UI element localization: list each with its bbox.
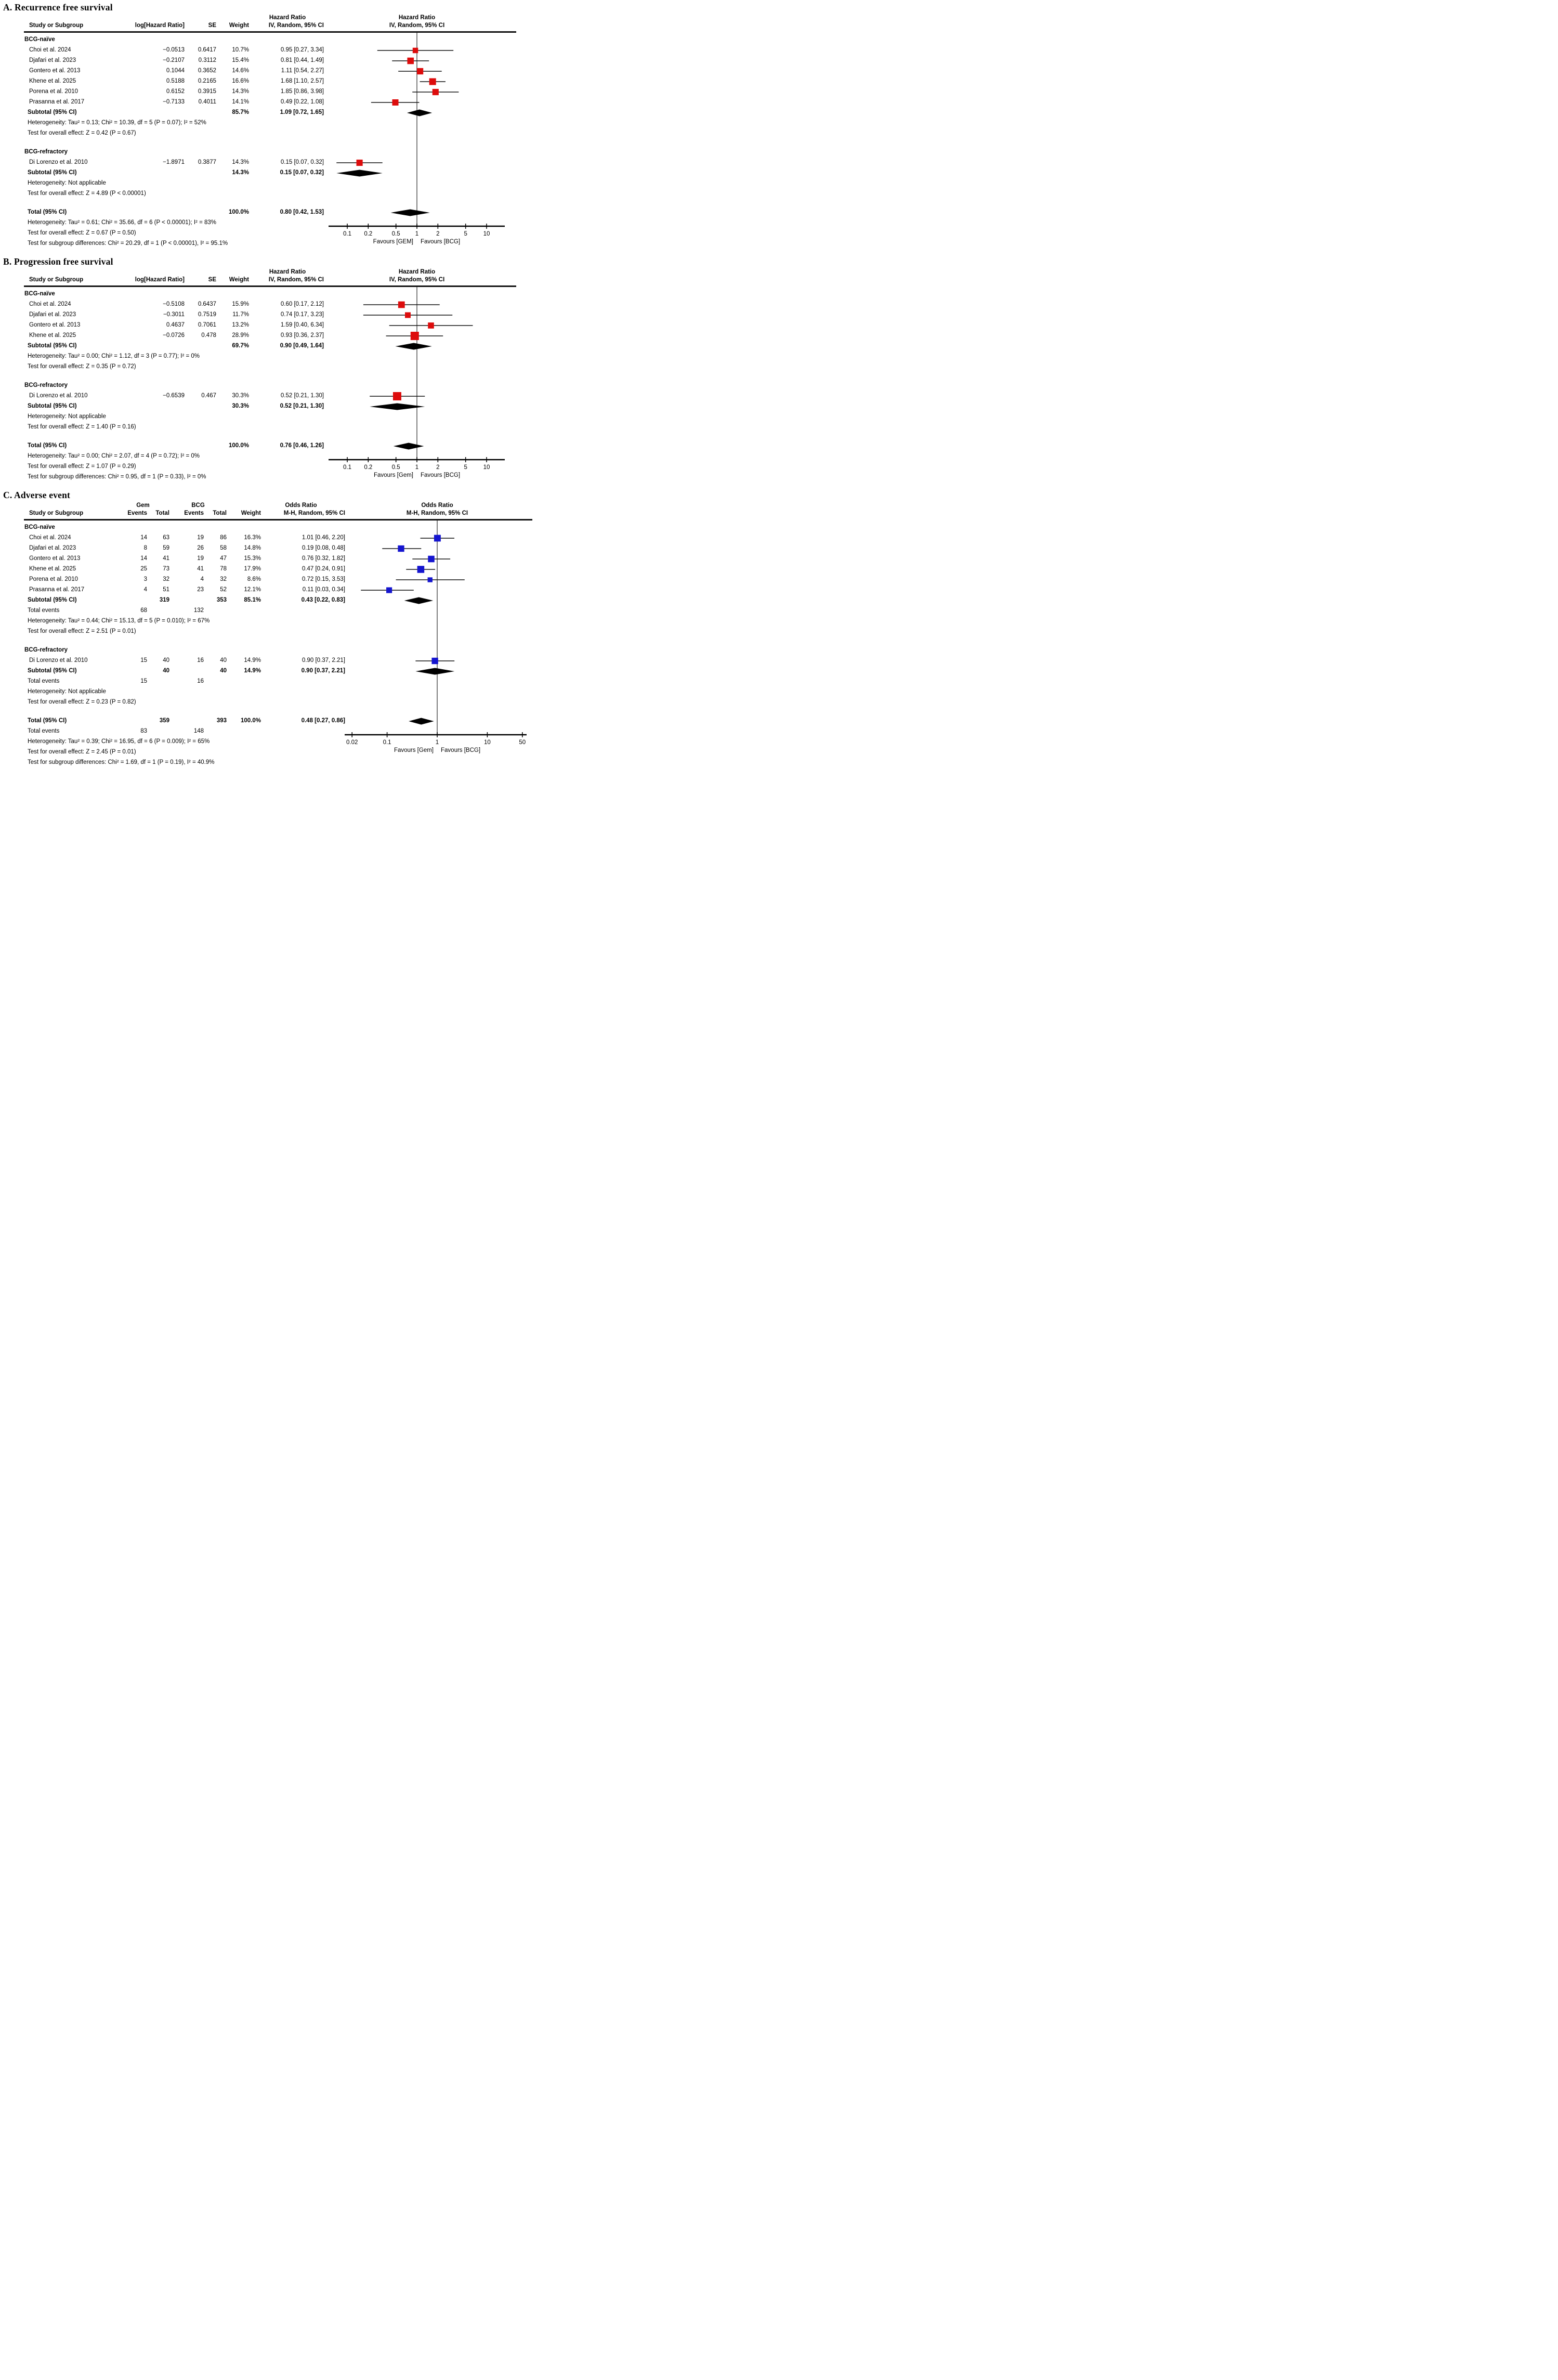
stat-text: Heterogeneity: Tau² = 0.13; Chi² = 10.39, df = 5 (P = 0.07); I² = 52% [28, 120, 206, 126]
cell-value: 40 [163, 668, 169, 674]
stat-text: Test for subgroup differences: Chi² = 20.29, df = 1 (P < 0.00001), I² = 95.1% [28, 240, 228, 246]
col-header: Events [184, 510, 204, 516]
ci-text: 0.93 [0.36, 2.37] [280, 332, 324, 339]
axis-tick-label: 50 [519, 739, 526, 746]
pooled-diamond [409, 718, 434, 725]
stat-text: Test for overall effect: Z = 0.67 (P = 0.50) [28, 230, 136, 236]
cell-value: 16.6% [232, 78, 249, 84]
stat-text: Heterogeneity: Tau² = 0.00; Chi² = 1.12, df = 3 (P = 0.77); I² = 0% [28, 353, 200, 359]
cell-value: 78 [220, 566, 227, 572]
cell-value: 19 [197, 555, 204, 562]
cell-value: 100.0% [228, 209, 249, 215]
ci-text: 0.15 [0.07, 0.32] [280, 159, 324, 165]
cell-value: 23 [197, 587, 204, 593]
cell-value: 353 [216, 597, 227, 603]
panel-progression-free-survival [1, 256, 539, 485]
ci-text: 1.09 [0.72, 1.65] [280, 109, 324, 115]
forest-svg [1, 14, 536, 251]
effect-square [392, 99, 398, 106]
cell-value: 0.478 [201, 332, 216, 339]
subtotal-label: Subtotal (95% CI) [28, 668, 77, 674]
ci-text: 0.19 [0.08, 0.48] [302, 545, 345, 551]
stat-text: Test for subgroup differences: Chi² = 1.69, df = 1 (P = 0.19), I² = 40.9% [28, 759, 215, 765]
cell-value: 40 [220, 668, 227, 674]
ci-text: 0.81 [0.44, 1.49] [280, 57, 324, 63]
cell-value: 0.7061 [198, 322, 216, 328]
axis-tick-label: 5 [464, 464, 467, 471]
axis-tick-label: 2 [436, 231, 440, 237]
cell-value: 8 [143, 545, 147, 551]
axis-tick-label: 0.2 [364, 464, 373, 471]
cell-value: 13.2% [232, 322, 249, 328]
axis-tick-label: 0.5 [391, 464, 400, 471]
subgroup-label: BCG-naïve [24, 524, 55, 530]
study-col-header: Study or Subgroup [29, 277, 84, 283]
cell-value: 0.4011 [198, 99, 216, 105]
study-label: Prasanna et al. 2017 [29, 99, 85, 105]
study-label: Porena et al. 2010 [29, 88, 78, 95]
forest-plot-figure [1, 2, 539, 770]
cell-value: 40 [220, 657, 227, 664]
ci-text: 0.48 [0.27, 0.86] [301, 718, 345, 724]
cell-value: 85.1% [244, 597, 261, 603]
header-underline [24, 285, 516, 287]
total-label: Total (95% CI) [28, 718, 67, 724]
study-label: Choi et al. 2024 [29, 47, 71, 53]
favours-right-label: Favours [BCG] [421, 239, 461, 245]
cell-value: 359 [159, 718, 169, 724]
cell-value: 52 [220, 587, 227, 593]
cell-value: 4 [143, 587, 147, 593]
ci-text: 0.43 [0.22, 0.83] [301, 597, 345, 603]
cell-value: 0.5188 [166, 78, 185, 84]
pooled-diamond [407, 110, 432, 116]
effect-square [407, 58, 414, 64]
effect-square [431, 658, 438, 664]
effect-square [434, 535, 441, 542]
cell-value: 16 [197, 678, 204, 684]
effect-square [417, 68, 423, 74]
cell-value: −0.2107 [163, 57, 185, 63]
cell-value: 63 [163, 535, 169, 541]
stat-text: Heterogeneity: Tau² = 0.39; Chi² = 16.95, df = 6 (P = 0.009); I² = 65% [28, 738, 210, 745]
study-label: Porena et al. 2010 [29, 576, 78, 582]
ci-text: 0.76 [0.32, 1.82] [302, 555, 345, 562]
pooled-diamond [415, 668, 454, 675]
cell-value: 15 [140, 657, 147, 664]
effect-measure-plot-header: Odds Ratio [421, 502, 453, 509]
subgroup-label: BCG-refractory [24, 382, 68, 388]
axis-tick-label: 0.1 [383, 739, 391, 746]
study-label: Gontero et al. 2013 [29, 68, 81, 74]
ci-text: 0.60 [0.17, 2.12] [280, 301, 324, 307]
pooled-diamond [404, 597, 434, 604]
cell-value: 132 [193, 607, 204, 614]
pooled-diamond [391, 210, 430, 216]
cell-value: −1.8971 [163, 159, 185, 165]
cell-value: 26 [197, 545, 204, 551]
col-header: log[Hazard Ratio] [135, 22, 185, 29]
total-events-label: Total events [28, 607, 60, 614]
cell-value: 393 [216, 718, 227, 724]
effect-measure-plot-header: Hazard Ratio [398, 269, 436, 275]
cell-value: 73 [163, 566, 169, 572]
stat-text: Heterogeneity: Not applicable [28, 688, 106, 695]
cell-value: 0.4637 [166, 322, 185, 328]
cell-value: 51 [163, 587, 169, 593]
col-header: Events [127, 510, 147, 516]
study-label: Choi et al. 2024 [29, 535, 71, 541]
panel-body [1, 502, 536, 770]
cell-value: 0.1044 [166, 68, 185, 74]
cell-value: 16.3% [244, 535, 261, 541]
effect-square [428, 577, 433, 582]
ci-text: 0.90 [0.49, 1.64] [280, 343, 324, 349]
method-col-header: IV, Random, 95% CI [268, 277, 324, 283]
ci-text: 0.49 [0.22, 1.08] [280, 99, 324, 105]
ci-text: 1.59 [0.40, 6.34] [280, 322, 324, 328]
stat-text: Test for overall effect: Z = 2.51 (P = 0.01) [28, 628, 136, 634]
effect-measure-header: Hazard Ratio [269, 269, 306, 275]
study-label: Khene et al. 2025 [29, 332, 76, 339]
cell-value: 3 [143, 576, 147, 582]
axis-tick-label: 1 [435, 739, 439, 746]
col-header: SE [208, 277, 216, 283]
effect-measure-header: Hazard Ratio [269, 15, 306, 21]
axis-tick-label: 1 [415, 464, 419, 471]
pooled-diamond [336, 170, 382, 177]
col-header: log[Hazard Ratio] [135, 277, 185, 283]
axis-tick-label: 0.2 [364, 231, 373, 237]
study-col-header: Study or Subgroup [29, 510, 84, 516]
cell-value: −0.3011 [163, 311, 185, 318]
stat-text: Test for overall effect: Z = 4.89 (P < 0.00001) [28, 190, 146, 197]
effect-square [417, 566, 425, 573]
axis-tick-label: 1 [415, 231, 419, 237]
study-label: Djafari et al. 2023 [29, 57, 76, 63]
col-header: Total [213, 510, 227, 516]
effect-square [386, 587, 392, 593]
panel-recurrence-free-survival [1, 2, 539, 251]
forest-svg [1, 268, 536, 485]
effect-square [433, 89, 439, 95]
cell-value: 0.467 [201, 393, 216, 399]
cell-value: 0.3915 [198, 88, 216, 95]
stat-text: Heterogeneity: Not applicable [28, 413, 106, 420]
panel-title: A. Recurrence free survival [3, 2, 113, 12]
cell-value: 11.7% [232, 311, 249, 318]
axis-tick-label: 0.02 [346, 739, 358, 746]
effect-square [429, 78, 436, 85]
panel-body [1, 14, 536, 251]
total-events-label: Total events [28, 678, 60, 684]
col-header: SE [208, 22, 216, 29]
cell-value: 148 [193, 728, 204, 734]
study-label: Khene et al. 2025 [29, 566, 76, 572]
cell-value: 0.6417 [198, 47, 216, 53]
ci-text: 0.90 [0.37, 2.21] [302, 657, 345, 664]
cell-value: 68 [140, 607, 147, 614]
effect-square [413, 48, 418, 53]
cell-value: 14.8% [244, 545, 261, 551]
header-underline [24, 31, 516, 33]
axis-tick-label: 2 [436, 464, 440, 471]
subtotal-label: Subtotal (95% CI) [28, 109, 77, 115]
study-label: Khene et al. 2025 [29, 78, 76, 84]
effect-square [398, 545, 404, 552]
ci-text: 0.76 [0.46, 1.26] [280, 443, 324, 449]
cell-value: 32 [163, 576, 169, 582]
axis-tick-label: 0.5 [391, 231, 400, 237]
favours-left-label: Favours [Gem] [394, 747, 434, 753]
cell-value: 86 [220, 535, 227, 541]
method-plot-header: IV, Random, 95% CI [389, 22, 445, 29]
cell-value: 15.4% [232, 57, 249, 63]
cell-value: 85.7% [232, 109, 249, 115]
study-label: Di Lorenzo et al. 2010 [29, 393, 88, 399]
effect-square [405, 313, 411, 318]
cell-value: 0.6437 [198, 301, 216, 307]
cell-value: 15 [140, 678, 147, 684]
ci-text: 1.01 [0.46, 2.20] [302, 535, 345, 541]
cell-value: 0.6152 [166, 88, 185, 95]
cell-value: 83 [140, 728, 147, 734]
ci-text: 0.52 [0.21, 1.30] [280, 393, 324, 399]
cell-value: 41 [163, 555, 169, 562]
cell-value: 10.7% [232, 47, 249, 53]
axis-tick-label: 5 [464, 231, 467, 237]
col-header: Weight [229, 277, 249, 283]
ci-text: 0.74 [0.17, 3.23] [280, 311, 324, 318]
cell-value: 8.6% [247, 576, 261, 582]
cell-value: 0.7519 [198, 311, 216, 318]
ci-text: 0.11 [0.03, 0.34] [302, 587, 345, 593]
total-events-label: Total events [28, 728, 60, 734]
cell-value: 15.3% [244, 555, 261, 562]
axis-tick-label: 10 [484, 739, 491, 746]
cell-value: 58 [220, 545, 227, 551]
col-header: Weight [229, 22, 249, 29]
cell-value: −0.5108 [163, 301, 185, 307]
study-label: Gontero et al. 2013 [29, 555, 81, 562]
stat-text: Heterogeneity: Tau² = 0.61; Chi² = 35.66, df = 6 (P < 0.00001); I² = 83% [28, 219, 217, 226]
favours-left-label: Favours [GEM] [373, 239, 413, 245]
cell-value: 0.3877 [198, 159, 216, 165]
stat-text: Heterogeneity: Tau² = 0.44; Chi² = 15.13, df = 5 (P = 0.010); I² = 67% [28, 618, 210, 624]
stat-text: Test for overall effect: Z = 0.42 (P = 0.67) [28, 130, 136, 136]
cell-value: −0.0726 [163, 332, 185, 339]
cell-value: 28.9% [232, 332, 249, 339]
ci-text: 0.95 [0.27, 3.34] [280, 47, 324, 53]
ci-text: 0.72 [0.15, 3.53] [302, 576, 345, 582]
cell-value: 17.9% [244, 566, 261, 572]
cell-value: 15.9% [232, 301, 249, 307]
cell-value: −0.7133 [163, 99, 185, 105]
method-col-header: M-H, Random, 95% CI [283, 510, 345, 516]
method-plot-header: M-H, Random, 95% CI [406, 510, 468, 516]
ci-text: 0.90 [0.37, 2.21] [301, 668, 345, 674]
col-header: Total [155, 510, 169, 516]
total-label: Total (95% CI) [28, 443, 67, 449]
cell-value: 4 [200, 576, 204, 582]
subtotal-label: Subtotal (95% CI) [28, 597, 77, 603]
cell-value: 69.7% [232, 343, 249, 349]
ci-text: 0.80 [0.42, 1.53] [280, 209, 324, 215]
panel-title: C. Adverse event [3, 490, 71, 500]
favours-right-label: Favours [BCG] [441, 747, 481, 753]
cell-value: −0.0513 [163, 47, 185, 53]
cell-value: 32 [220, 576, 227, 582]
ci-text: 0.47 [0.24, 0.91] [302, 566, 345, 572]
pooled-diamond [370, 404, 425, 410]
stat-text: Test for overall effect: Z = 0.23 (P = 0.82) [28, 699, 136, 705]
subgroup-label: BCG-naïve [24, 291, 55, 297]
subtotal-label: Subtotal (95% CI) [28, 170, 77, 176]
cell-value: 59 [163, 545, 169, 551]
study-label: Gontero et al. 2013 [29, 322, 81, 328]
stat-text: Test for overall effect: Z = 0.35 (P = 0.72) [28, 363, 136, 370]
cell-value: 30.3% [232, 403, 249, 409]
study-label: Di Lorenzo et al. 2010 [29, 657, 88, 664]
subtotal-label: Subtotal (95% CI) [28, 343, 77, 349]
cell-value: 14.3% [232, 170, 249, 176]
method-col-header: IV, Random, 95% CI [268, 22, 324, 29]
cell-value: 14.6% [232, 68, 249, 74]
subgroup-label: BCG-naïve [24, 36, 55, 43]
cell-value: 319 [159, 597, 169, 603]
cell-value: 41 [197, 566, 204, 572]
cell-value: 19 [197, 535, 204, 541]
cell-value: 14.3% [232, 159, 249, 165]
study-col-header: Study or Subgroup [29, 22, 84, 29]
cell-value: 30.3% [232, 393, 249, 399]
ci-text: 1.85 [0.86, 3.98] [280, 88, 324, 95]
pooled-diamond [395, 343, 431, 350]
favours-right-label: Favours [BCG] [421, 472, 461, 478]
cell-value: 0.3652 [198, 68, 216, 74]
subgroup-label: BCG-refractory [24, 149, 68, 155]
axis-tick-label: 10 [483, 464, 490, 471]
favours-left-label: Favours [Gem] [373, 472, 413, 478]
cell-value: 14 [140, 535, 147, 541]
effect-measure-plot-header: Hazard Ratio [398, 15, 436, 21]
stat-text: Test for subgroup differences: Chi² = 0.95, df = 1 (P = 0.33), I² = 0% [28, 474, 206, 480]
ci-text: 0.52 [0.21, 1.30] [280, 403, 324, 409]
group-header-bcg: BCG [191, 502, 205, 509]
pooled-diamond [394, 443, 424, 450]
study-label: Djafari et al. 2023 [29, 311, 76, 318]
stat-text: Test for overall effect: Z = 1.40 (P = 0.16) [28, 424, 136, 430]
effect-square [357, 160, 363, 166]
cell-value: 25 [140, 566, 147, 572]
stat-text: Test for overall effect: Z = 1.07 (P = 0.29) [28, 463, 136, 470]
study-label: Prasanna et al. 2017 [29, 587, 85, 593]
study-label: Djafari et al. 2023 [29, 545, 76, 551]
cell-value: 14.9% [244, 668, 261, 674]
cell-value: −0.6539 [163, 393, 185, 399]
cell-value: 100.0% [240, 718, 261, 724]
forest-svg [1, 502, 536, 770]
col-header: Weight [241, 510, 261, 516]
cell-value: 12.1% [244, 587, 261, 593]
cell-value: 40 [163, 657, 169, 664]
cell-value: 16 [197, 657, 204, 664]
effect-square [428, 556, 435, 563]
study-label: Di Lorenzo et al. 2010 [29, 159, 88, 165]
effect-square [393, 392, 401, 400]
study-label: Choi et al. 2024 [29, 301, 71, 307]
effect-square [411, 332, 419, 340]
effect-square [398, 302, 405, 308]
cell-value: 0.3112 [198, 57, 216, 63]
cell-value: 14.3% [232, 88, 249, 95]
subtotal-label: Subtotal (95% CI) [28, 403, 77, 409]
effect-square [428, 322, 434, 329]
ci-text: 1.68 [1.10, 2.57] [280, 78, 324, 84]
ci-text: 0.15 [0.07, 0.32] [280, 170, 324, 176]
total-label: Total (95% CI) [28, 209, 67, 215]
header-underline [24, 519, 532, 521]
cell-value: 0.2165 [198, 78, 216, 84]
stat-text: Heterogeneity: Not applicable [28, 180, 106, 186]
ci-text: 1.11 [0.54, 2.27] [281, 68, 324, 74]
axis-tick-label: 0.1 [343, 464, 351, 471]
panel-adverse-event [1, 490, 539, 770]
axis-tick-label: 10 [483, 231, 490, 237]
group-header-gem: Gem [136, 502, 150, 509]
cell-value: 14.1% [232, 99, 249, 105]
panel-title: B. Progression free survival [3, 256, 113, 267]
cell-value: 100.0% [228, 443, 249, 449]
cell-value: 14.9% [244, 657, 261, 664]
axis-tick-label: 0.1 [343, 231, 351, 237]
panel-body [1, 268, 536, 485]
method-plot-header: IV, Random, 95% CI [389, 277, 445, 283]
subgroup-label: BCG-refractory [24, 647, 68, 653]
cell-value: 14 [140, 555, 147, 562]
stat-text: Heterogeneity: Tau² = 0.00; Chi² = 2.07, df = 4 (P = 0.72); I² = 0% [28, 453, 200, 459]
stat-text: Test for overall effect: Z = 2.45 (P = 0.01) [28, 749, 136, 755]
cell-value: 47 [220, 555, 227, 562]
effect-measure-header: Odds Ratio [285, 502, 317, 509]
